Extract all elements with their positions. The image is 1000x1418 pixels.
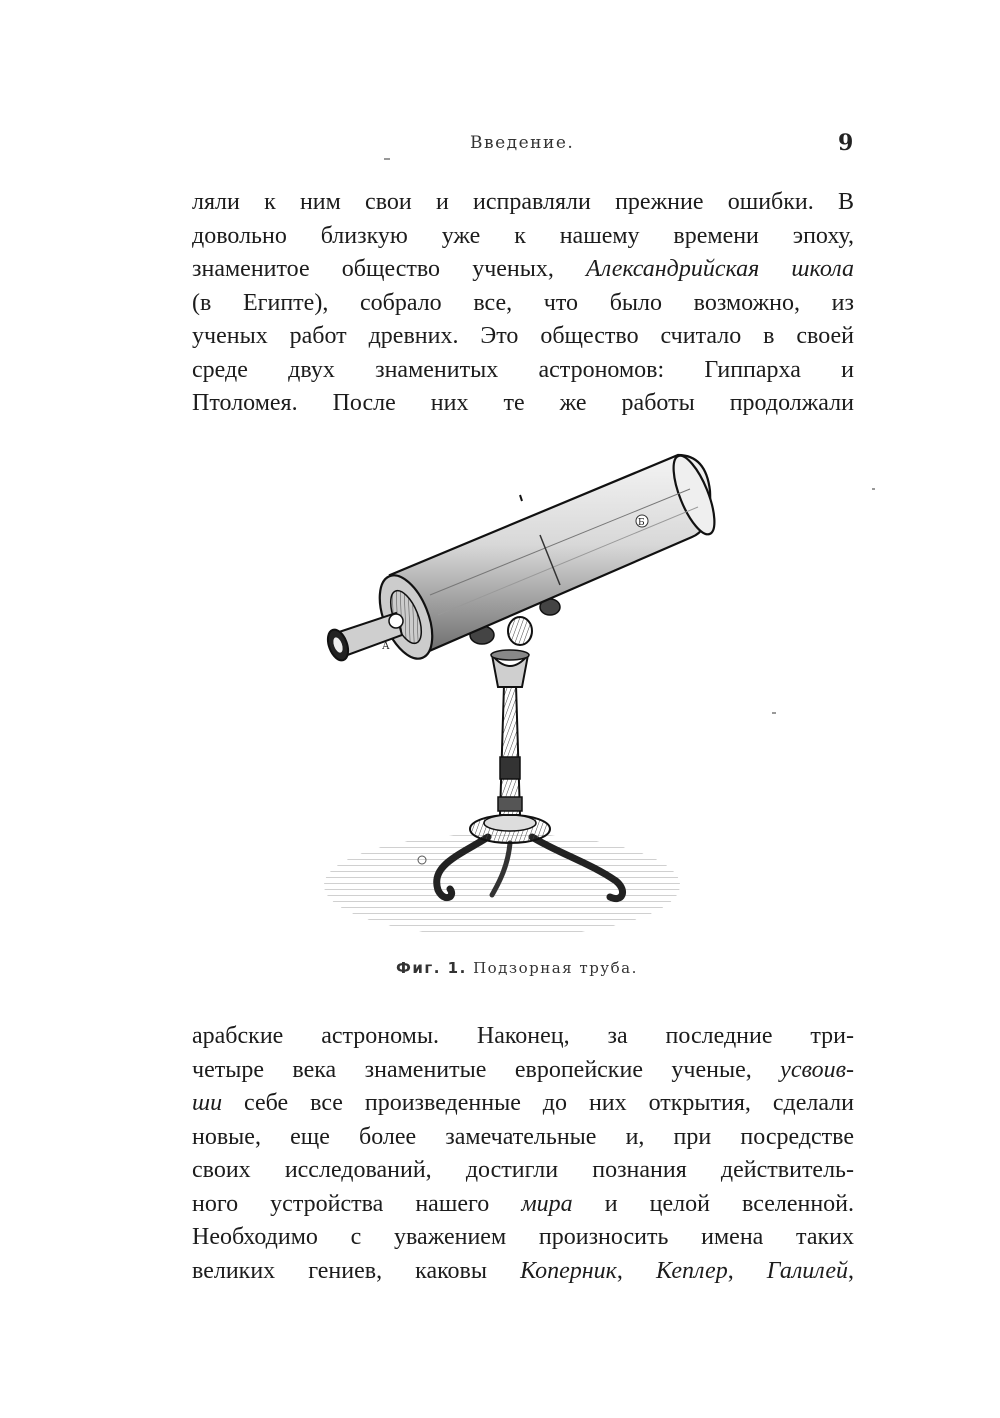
telescope-engraving <box>310 445 730 945</box>
figure-caption <box>396 959 638 977</box>
text-line: своих исследований, достигли познания действитель- <box>192 1157 854 1183</box>
page-number: 9 <box>838 130 854 156</box>
text-line: довольно близкую уже к нашему времени эпоху, <box>192 222 854 249</box>
italic-name-galileo: Галилей <box>766 1257 849 1284</box>
text-line: (в Египте), собрало все, что было возможно, из <box>192 289 854 316</box>
italic-name-kepler: Кеплер <box>655 1257 728 1284</box>
pivot-knob <box>508 617 532 645</box>
print-speck <box>384 158 390 160</box>
text-run: великих гениев, каковы <box>192 1257 521 1284</box>
text-line <box>192 1087 854 1121</box>
figure-number: Фиг. 1. <box>396 959 467 977</box>
italic-run: усвоив- <box>780 1056 854 1083</box>
text-line <box>192 1255 854 1289</box>
running-head: Введение. <box>470 133 575 153</box>
text-line: новые, еще более замечательные и, при посредстве <box>192 1123 854 1150</box>
text-line <box>192 1054 854 1088</box>
text-line: Необходимо с уважением произносить имена таких <box>192 1224 854 1250</box>
text-run: четыре века знаменитые европейские ученые, <box>192 1056 781 1083</box>
text-line <box>192 1188 854 1222</box>
figure-title: Подзорная труба. <box>473 959 638 977</box>
text-run: , <box>616 1257 656 1284</box>
text-line: Птоломея. После них те же работы продолжали <box>192 390 854 416</box>
figure-label-a: А <box>382 641 390 652</box>
text-line: среде двух знаменитых астрономов: Гиппарха и <box>192 356 854 383</box>
print-speck <box>772 712 776 714</box>
top-paragraph <box>192 186 854 421</box>
text-line: арабские астрономы. Наконец, за последние три- <box>192 1023 854 1049</box>
text-line: ляли к ним свои и исправляли прежние ошибки. В <box>192 189 854 215</box>
telescope-tube <box>390 455 710 655</box>
text-run: , <box>727 1257 767 1284</box>
text-run: и целой вселенной. <box>572 1190 854 1217</box>
telescope-figure <box>310 445 730 945</box>
text-run: , <box>848 1257 854 1284</box>
text-line <box>192 253 854 287</box>
print-speck <box>872 488 875 490</box>
ground-shadow <box>324 833 680 937</box>
text-run: себе все произведенные до них открытия, сделали <box>222 1090 854 1116</box>
stand-column <box>500 685 520 815</box>
text-line: ученых работ древних. Это общество считало в своей <box>192 323 854 349</box>
figure-label-b: Б <box>638 518 645 528</box>
italic-name-copernicus: Коперник <box>520 1257 617 1284</box>
text-run: знаменитое общество ученых, <box>192 256 587 282</box>
bottom-paragraph <box>192 1020 854 1288</box>
italic-term-world: мира <box>521 1190 573 1217</box>
italic-run: ши <box>192 1090 223 1116</box>
italic-term-alexandrian-school: Александрийская школа <box>586 256 854 282</box>
text-run: ного устройства нашего <box>192 1190 522 1217</box>
